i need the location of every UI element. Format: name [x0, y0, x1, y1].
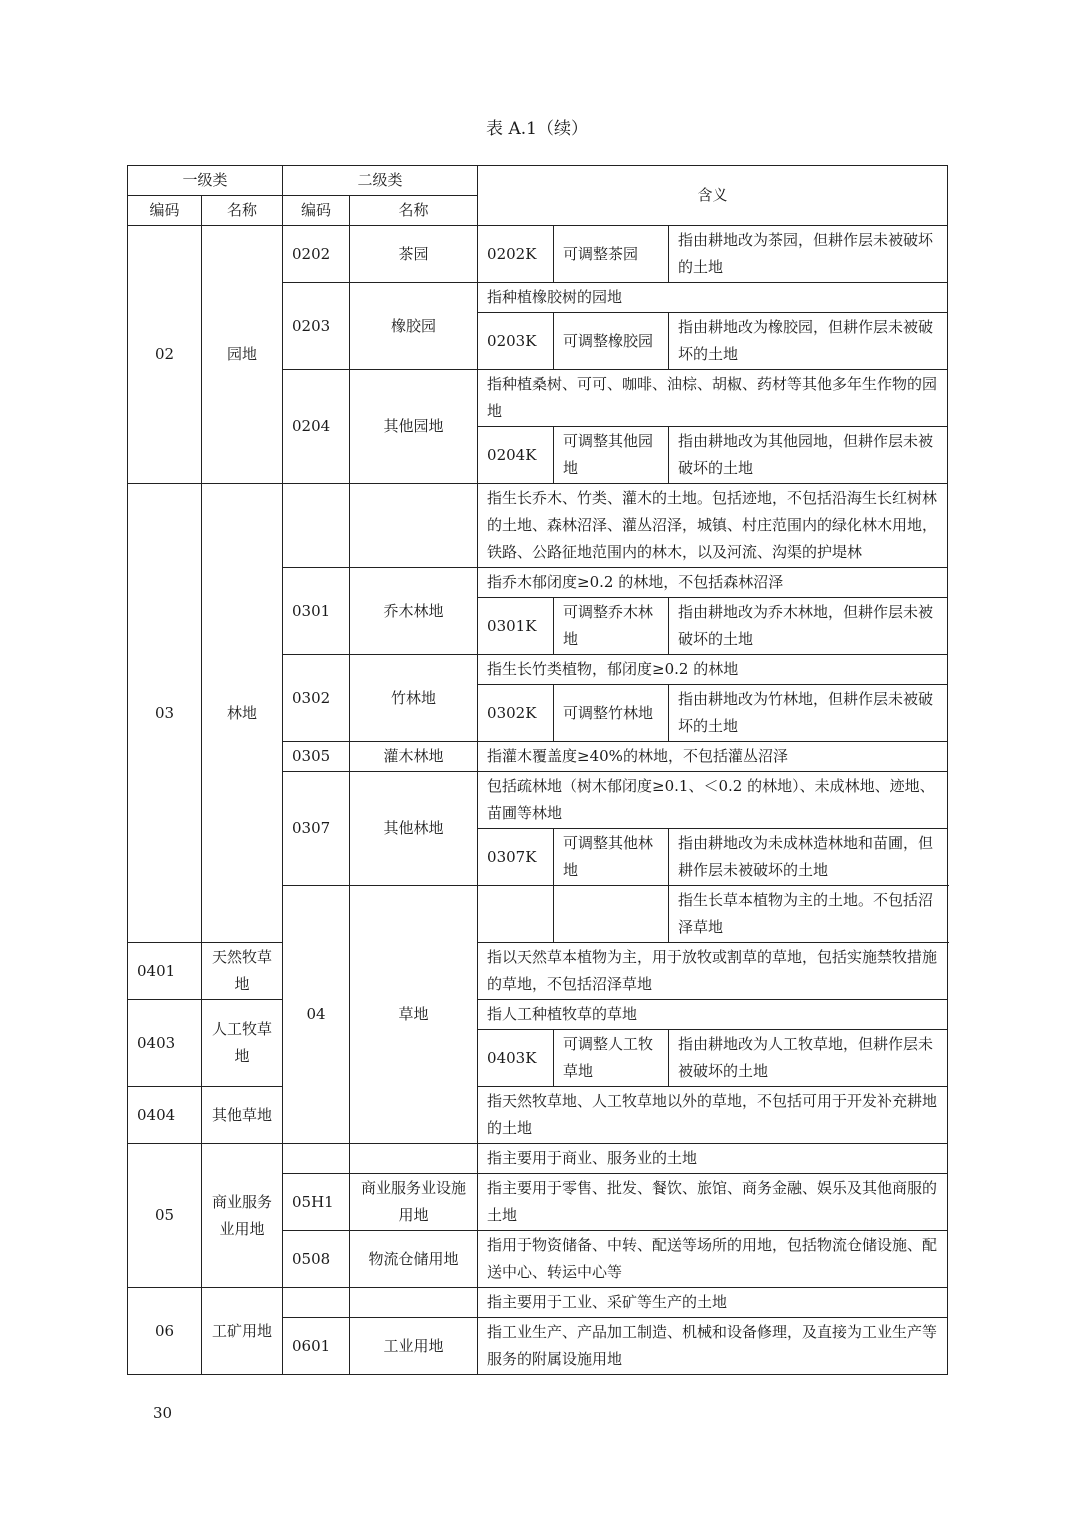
level2-name: 其他草地	[202, 1087, 283, 1144]
table-row	[128, 226, 948, 283]
definition: 指天然牧草地、人工牧草地以外的草地，不包括可用于开发补充耕地的土地	[478, 1087, 948, 1144]
level1-code: 04	[283, 886, 350, 1144]
definition: 指人工种植牧草的草地	[478, 1000, 948, 1030]
level2-code: 0401	[128, 943, 202, 1000]
land-classification-table	[127, 165, 948, 1375]
level2-name: 物流仓储用地	[350, 1231, 478, 1288]
k-name: 可调整其他林地	[554, 829, 669, 886]
k-name: 可调整茶园	[554, 226, 669, 283]
table-row	[128, 484, 948, 568]
table-row	[128, 1288, 948, 1318]
definition: 指生长乔木、竹类、灌木的土地。包括迹地，不包括沿海生长红树林的土地、森林沼泽、灌丛沼泽，城镇、村庄范围内的绿化林木用地，铁路、公路征地范围内的林木，以及河流、沟渠的护堤林	[478, 484, 948, 568]
k-code: 0302K	[478, 685, 554, 742]
definition: 指主要用于工业、采矿等生产的土地	[478, 1288, 948, 1318]
header-name: 名称	[350, 196, 478, 226]
level2-code-empty	[283, 1288, 350, 1318]
level2-code-empty	[283, 484, 350, 568]
k-code: 0403K	[478, 1030, 554, 1087]
header-meaning: 含义	[478, 166, 948, 226]
k-code: 0203K	[478, 313, 554, 370]
level2-name: 橡胶园	[350, 283, 478, 370]
k-definition: 指由耕地改为其他园地，但耕作层未被破坏的土地	[669, 427, 948, 484]
header-code: 编码	[128, 196, 202, 226]
definition: 指生长草本植物为主的土地。不包括沼泽草地	[669, 886, 948, 943]
k-name: 可调整其他园地	[554, 427, 669, 484]
definition: 指工业生产、产品加工制造、机械和设备修理，及直接为工业生产等服务的附属设施用地	[478, 1318, 948, 1375]
k-name: 可调整人工牧草地	[554, 1030, 669, 1087]
definition: 包括疏林地（树木郁闭度≥0.1、＜0.2 的林地）、未成林地、迹地、苗圃等林地	[478, 772, 948, 829]
level2-name: 商业服务业设施用地	[350, 1174, 478, 1231]
level2-code: 0302	[283, 655, 350, 742]
header-level1: 一级类	[128, 166, 283, 196]
k-name: 可调整橡胶园	[554, 313, 669, 370]
level2-name: 乔木林地	[350, 568, 478, 655]
definition: 指种植橡胶树的园地	[478, 283, 948, 313]
k-name: 可调整乔木林地	[554, 598, 669, 655]
table-caption: 表 A.1（续）	[486, 119, 588, 139]
table-row	[128, 1144, 948, 1174]
table-row	[128, 1087, 948, 1144]
level2-code-empty	[283, 1144, 350, 1174]
header-name: 名称	[202, 196, 283, 226]
level1-name: 商业服务业用地	[202, 1144, 283, 1288]
level2-code: 0202	[283, 226, 350, 283]
level1-code: 03	[128, 484, 202, 943]
level2-code: 0508	[283, 1231, 350, 1288]
k-code: 0202K	[478, 226, 554, 283]
table-row	[128, 1000, 948, 1030]
definition: 指生长竹类植物，郁闭度≥0.2 的林地	[478, 655, 948, 685]
level2-code: 0307	[283, 772, 350, 886]
level2-name: 灌木林地	[350, 742, 478, 772]
level2-code: 0204	[283, 370, 350, 484]
header-code: 编码	[283, 196, 350, 226]
level1-name: 草地	[350, 886, 478, 1144]
definition: 指主要用于商业、服务业的土地	[478, 1144, 948, 1174]
level1-code: 02	[128, 226, 202, 484]
level2-name-empty	[554, 886, 669, 943]
k-name: 可调整竹林地	[554, 685, 669, 742]
level2-name-empty	[350, 484, 478, 568]
k-code: 0307K	[478, 829, 554, 886]
level2-code: 0404	[128, 1087, 202, 1144]
level2-name: 天然牧草地	[202, 943, 283, 1000]
table-row	[128, 943, 948, 1000]
k-definition: 指由耕地改为乔木林地，但耕作层未被破坏的土地	[669, 598, 948, 655]
definition: 指种植桑树、可可、咖啡、油棕、胡椒、药材等其他多年生作物的园地	[478, 370, 948, 427]
definition: 指主要用于零售、批发、餐饮、旅馆、商务金融、娱乐及其他商服的土地	[478, 1174, 948, 1231]
level2-name: 竹林地	[350, 655, 478, 742]
k-code: 0301K	[478, 598, 554, 655]
k-definition: 指由耕地改为茶园，但耕作层未被破坏的土地	[669, 226, 948, 283]
level2-name-empty	[350, 1288, 478, 1318]
level2-name: 其他园地	[350, 370, 478, 484]
level1-name: 林地	[202, 484, 283, 943]
level2-code: 0305	[283, 742, 350, 772]
definition: 指乔木郁闭度≥0.2 的林地，不包括森林沼泽	[478, 568, 948, 598]
level2-name: 茶园	[350, 226, 478, 283]
level2-code: 05H1	[283, 1174, 350, 1231]
level2-code: 0301	[283, 568, 350, 655]
level2-code: 0601	[283, 1318, 350, 1375]
k-code: 0204K	[478, 427, 554, 484]
header-row	[128, 166, 948, 196]
k-definition: 指由耕地改为未成林造林地和苗圃，但耕作层未被破坏的土地	[669, 829, 948, 886]
definition: 指用于物资储备、中转、配送等场所的用地，包括物流仓储设施、配送中心、转运中心等	[478, 1231, 948, 1288]
level2-code: 0203	[283, 283, 350, 370]
header-level2: 二级类	[283, 166, 478, 196]
level1-name: 工矿用地	[202, 1288, 283, 1375]
k-definition: 指由耕地改为竹林地，但耕作层未被破坏的土地	[669, 685, 948, 742]
page-number: 30	[153, 1404, 173, 1422]
level1-code: 06	[128, 1288, 202, 1375]
k-definition: 指由耕地改为人工牧草地，但耕作层未被破坏的土地	[669, 1030, 948, 1087]
level1-code: 05	[128, 1144, 202, 1288]
definition: 指灌木覆盖度≥40%的林地，不包括灌丛沼泽	[478, 742, 948, 772]
definition: 指以天然草本植物为主，用于放牧或割草的草地，包括实施禁牧措施的草地，不包括沼泽草地	[478, 943, 948, 1000]
level2-name: 工业用地	[350, 1318, 478, 1375]
level2-code-empty	[478, 886, 554, 943]
level2-code: 0403	[128, 1000, 202, 1087]
level1-name: 园地	[202, 226, 283, 484]
level2-name: 其他林地	[350, 772, 478, 886]
k-definition: 指由耕地改为橡胶园，但耕作层未被破坏的土地	[669, 313, 948, 370]
level2-name-empty	[350, 1144, 478, 1174]
level2-name: 人工牧草地	[202, 1000, 283, 1087]
